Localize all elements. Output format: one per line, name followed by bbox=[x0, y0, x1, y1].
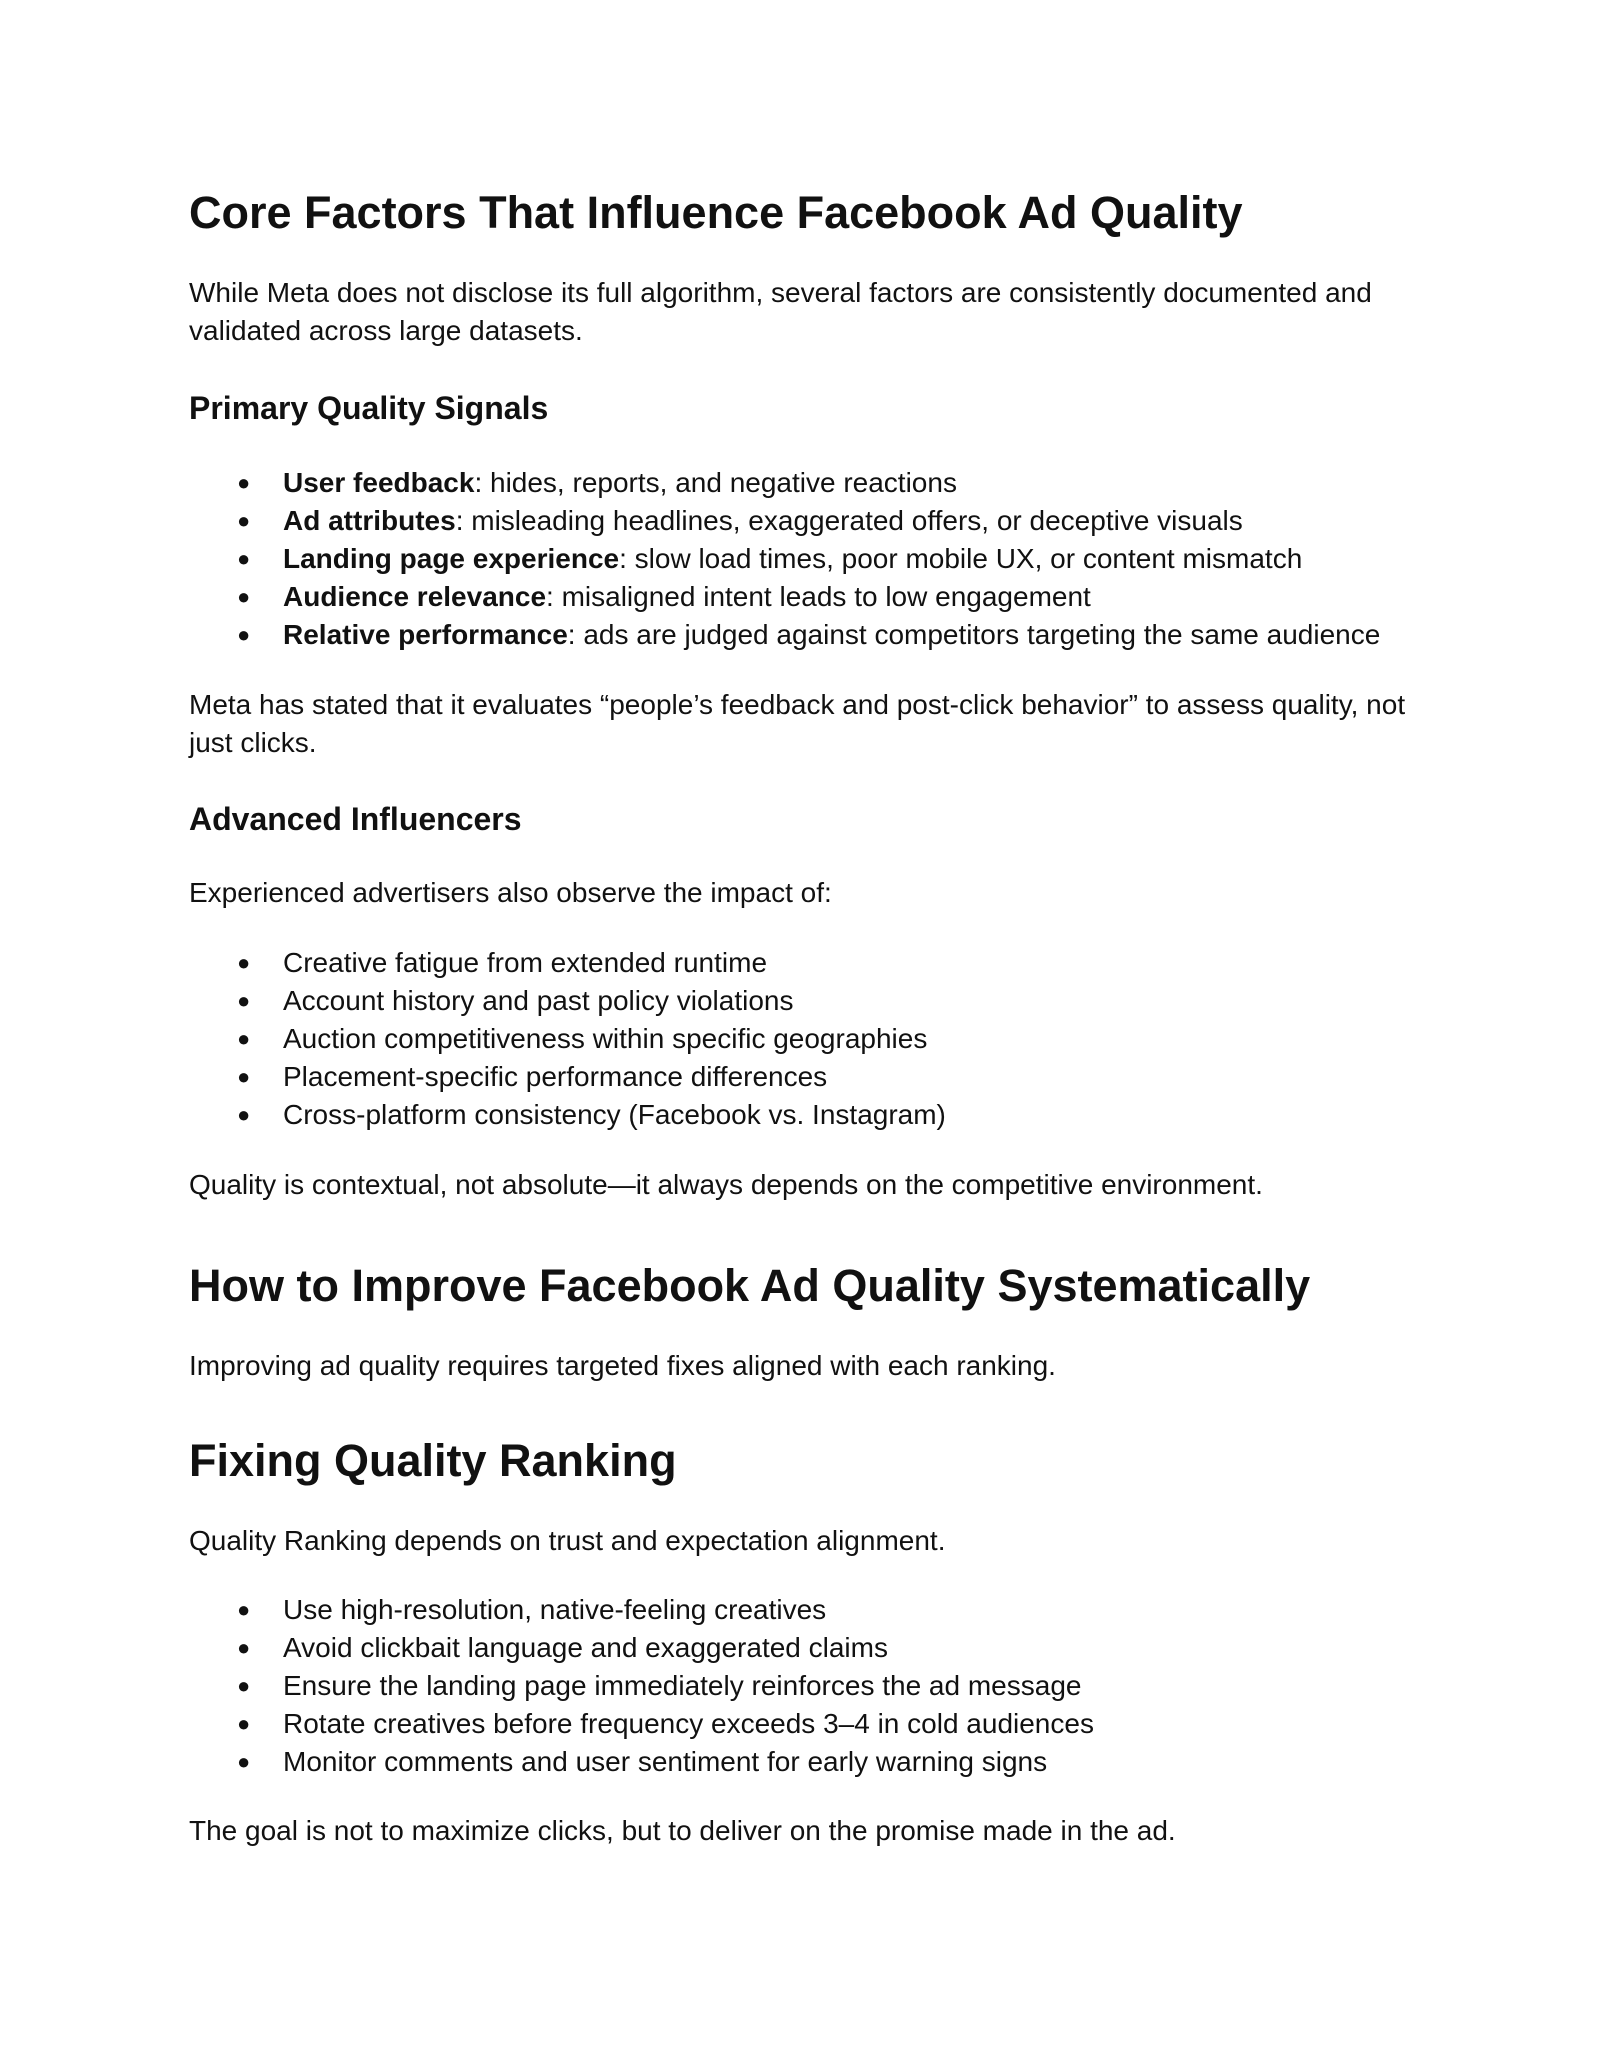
list-item bbox=[189, 1096, 946, 1134]
section-intro-core-factors: While Meta does not disclose its full algorithm, several factors are consistently documented and validated across large datasets. bbox=[189, 277, 1372, 346]
list-item-term: User feedback bbox=[283, 467, 475, 498]
list-item bbox=[189, 1629, 1094, 1667]
list-item-text: Avoid clickbait language and exaggerated claims bbox=[283, 1632, 888, 1663]
list-item-text: : misleading headlines, exaggerated offers, or deceptive visuals bbox=[455, 505, 1243, 536]
list-item bbox=[189, 1058, 946, 1096]
list-item bbox=[189, 982, 946, 1020]
bullet-icon: ● bbox=[237, 1102, 251, 1127]
list-item-term: Ad attributes bbox=[283, 505, 456, 536]
bullet-icon: ● bbox=[237, 546, 251, 571]
list-item-text: Use high-resolution, native-feeling creatives bbox=[283, 1594, 827, 1625]
list-item bbox=[189, 578, 1380, 616]
primary-signals-list bbox=[189, 464, 1380, 654]
list-item-term: Audience relevance bbox=[283, 581, 547, 612]
list-item-text: Auction competitiveness within specific geographies bbox=[283, 1023, 928, 1054]
bullet-icon: ● bbox=[237, 1597, 251, 1622]
fixing-quality-note: The goal is not to maximize clicks, but to deliver on the promise made in the ad. bbox=[189, 1815, 1176, 1846]
list-item-text: : hides, reports, and negative reactions bbox=[474, 467, 957, 498]
bullet-icon: ● bbox=[237, 1749, 251, 1774]
list-item-text: : slow load times, poor mobile UX, or content mismatch bbox=[619, 543, 1303, 574]
list-item-text: Rotate creatives before frequency exceeds 3–4 in cold audiences bbox=[283, 1708, 1094, 1739]
list-item bbox=[189, 1591, 1094, 1629]
list-item bbox=[189, 1020, 946, 1058]
list-item-term: Landing page experience bbox=[283, 543, 620, 574]
bullet-icon: ● bbox=[237, 1635, 251, 1660]
list-item-text: Placement-specific performance differences bbox=[283, 1061, 828, 1092]
bullet-icon: ● bbox=[237, 1026, 251, 1051]
list-item-term: Relative performance bbox=[283, 619, 568, 650]
primary-signals-note: Meta has stated that it evaluates “people’s feedback and post-click behavior” to assess quality, not just clicks. bbox=[189, 689, 1406, 758]
section-title-fixing-quality: Fixing Quality Ranking bbox=[189, 1435, 677, 1486]
bullet-icon: ● bbox=[237, 988, 251, 1013]
bullet-icon: ● bbox=[237, 950, 251, 975]
bullet-icon: ● bbox=[237, 622, 251, 647]
list-item-text: : misaligned intent leads to low engagement bbox=[546, 581, 1091, 612]
list-item bbox=[189, 616, 1380, 654]
advanced-influencers-list bbox=[189, 944, 946, 1134]
bullet-icon: ● bbox=[237, 584, 251, 609]
list-item-text: Account history and past policy violations bbox=[283, 985, 794, 1016]
list-item-text: : ads are judged against competitors targeting the same audience bbox=[567, 619, 1381, 650]
list-item-text: Cross-platform consistency (Facebook vs. Instagram) bbox=[283, 1099, 946, 1130]
bullet-icon: ● bbox=[237, 1711, 251, 1736]
fixing-quality-list bbox=[189, 1591, 1094, 1781]
list-item bbox=[189, 502, 1380, 540]
section-title-core-factors: Core Factors That Influence Facebook Ad Quality bbox=[189, 187, 1243, 238]
list-item bbox=[189, 540, 1380, 578]
list-item bbox=[189, 1667, 1094, 1705]
bullet-icon: ● bbox=[237, 508, 251, 533]
subheading-primary-signals: Primary Quality Signals bbox=[189, 390, 549, 426]
subheading-advanced-influencers: Advanced Influencers bbox=[189, 801, 522, 837]
list-item-text: Creative fatigue from extended runtime bbox=[283, 947, 768, 978]
list-item bbox=[189, 1743, 1094, 1781]
bullet-icon: ● bbox=[237, 1064, 251, 1089]
list-item bbox=[189, 944, 946, 982]
section-intro-fixing-quality: Quality Ranking depends on trust and expectation alignment. bbox=[189, 1525, 946, 1556]
list-item-text: Monitor comments and user sentiment for early warning signs bbox=[283, 1746, 1048, 1777]
section-title-improve: How to Improve Facebook Ad Quality Systematically bbox=[189, 1260, 1311, 1311]
list-item bbox=[189, 464, 1380, 502]
list-item-text: Ensure the landing page immediately reinforces the ad message bbox=[283, 1670, 1082, 1701]
bullet-icon: ● bbox=[237, 470, 251, 495]
list-item bbox=[189, 1705, 1094, 1743]
bullet-icon: ● bbox=[237, 1673, 251, 1698]
advanced-influencers-intro: Experienced advertisers also observe the impact of: bbox=[189, 877, 832, 908]
section-intro-improve: Improving ad quality requires targeted fixes aligned with each ranking. bbox=[189, 1350, 1056, 1381]
advanced-influencers-note: Quality is contextual, not absolute—it always depends on the competitive environment. bbox=[189, 1169, 1263, 1200]
